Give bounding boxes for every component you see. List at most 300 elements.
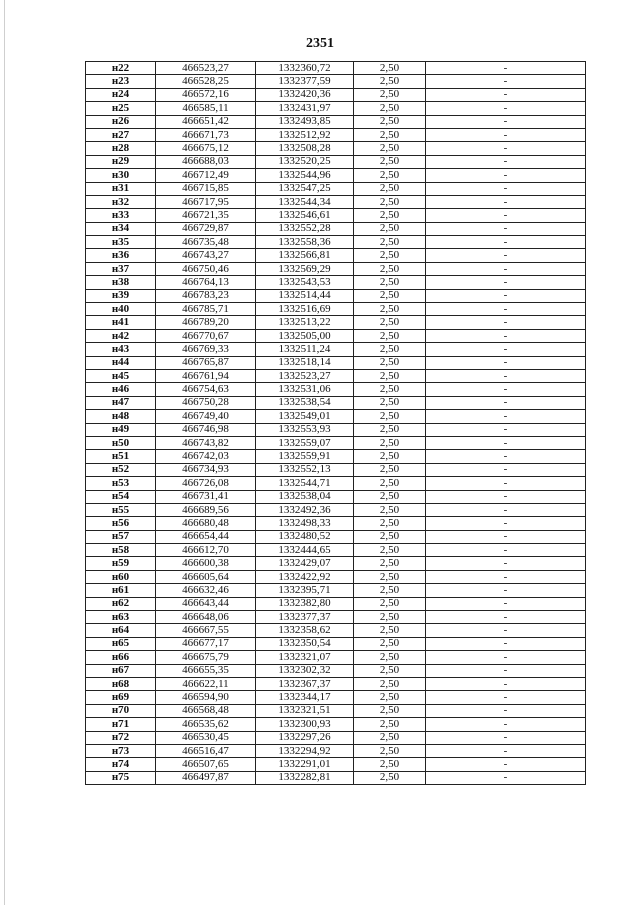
accuracy-cell: 2,50 xyxy=(354,195,426,208)
x-coordinate-cell: 466516,47 xyxy=(156,744,256,757)
y-coordinate-cell: 1332544,71 xyxy=(256,477,354,490)
x-coordinate-cell: 466712,49 xyxy=(156,169,256,182)
x-coordinate-cell: 466632,46 xyxy=(156,584,256,597)
point-id-cell: н41 xyxy=(86,316,156,329)
x-coordinate-cell: 466612,70 xyxy=(156,544,256,557)
y-coordinate-cell: 1332294,92 xyxy=(256,744,354,757)
x-coordinate-cell: 466523,27 xyxy=(156,62,256,75)
point-id-cell: н61 xyxy=(86,584,156,597)
point-id-cell: н44 xyxy=(86,356,156,369)
y-coordinate-cell: 1332511,24 xyxy=(256,343,354,356)
table-row xyxy=(86,62,586,75)
y-coordinate-cell: 1332552,28 xyxy=(256,222,354,235)
x-coordinate-cell: 466680,48 xyxy=(156,517,256,530)
x-coordinate-cell: 466677,17 xyxy=(156,637,256,650)
table-row xyxy=(86,651,586,664)
point-id-cell: н43 xyxy=(86,343,156,356)
table-row xyxy=(86,75,586,88)
y-coordinate-cell: 1332493,85 xyxy=(256,115,354,128)
y-coordinate-cell: 1332492,36 xyxy=(256,503,354,516)
x-coordinate-cell: 466726,08 xyxy=(156,477,256,490)
y-coordinate-cell: 1332558,36 xyxy=(256,236,354,249)
description-cell: - xyxy=(426,744,586,757)
y-coordinate-cell: 1332321,51 xyxy=(256,704,354,717)
table-row xyxy=(86,611,586,624)
y-coordinate-cell: 1332358,62 xyxy=(256,624,354,637)
point-id-cell: н71 xyxy=(86,718,156,731)
table-row xyxy=(86,222,586,235)
description-cell: - xyxy=(426,128,586,141)
description-cell: - xyxy=(426,637,586,650)
point-id-cell: н50 xyxy=(86,436,156,449)
description-cell: - xyxy=(426,396,586,409)
accuracy-cell: 2,50 xyxy=(354,62,426,75)
accuracy-cell: 2,50 xyxy=(354,557,426,570)
y-coordinate-cell: 1332344,17 xyxy=(256,691,354,704)
point-id-cell: н26 xyxy=(86,115,156,128)
point-id-cell: н37 xyxy=(86,262,156,275)
table-row xyxy=(86,410,586,423)
table-row xyxy=(86,303,586,316)
description-cell: - xyxy=(426,450,586,463)
table-row xyxy=(86,436,586,449)
x-coordinate-cell: 466655,35 xyxy=(156,664,256,677)
x-coordinate-cell: 466770,67 xyxy=(156,329,256,342)
x-coordinate-cell: 466764,13 xyxy=(156,276,256,289)
description-cell: - xyxy=(426,209,586,222)
point-id-cell: н60 xyxy=(86,570,156,583)
coordinates-table-body xyxy=(86,62,586,785)
point-id-cell: н52 xyxy=(86,463,156,476)
table-row xyxy=(86,128,586,141)
accuracy-cell: 2,50 xyxy=(354,102,426,115)
x-coordinate-cell: 466688,03 xyxy=(156,155,256,168)
point-id-cell: н40 xyxy=(86,303,156,316)
table-row xyxy=(86,236,586,249)
y-coordinate-cell: 1332523,27 xyxy=(256,369,354,382)
accuracy-cell: 2,50 xyxy=(354,115,426,128)
x-coordinate-cell: 466535,62 xyxy=(156,718,256,731)
description-cell: - xyxy=(426,570,586,583)
description-cell: - xyxy=(426,423,586,436)
description-cell: - xyxy=(426,557,586,570)
x-coordinate-cell: 466671,73 xyxy=(156,128,256,141)
x-coordinate-cell: 466729,87 xyxy=(156,222,256,235)
description-cell: - xyxy=(426,463,586,476)
accuracy-cell: 2,50 xyxy=(354,128,426,141)
accuracy-cell: 2,50 xyxy=(354,383,426,396)
table-row xyxy=(86,343,586,356)
point-id-cell: н63 xyxy=(86,611,156,624)
x-coordinate-cell: 466749,40 xyxy=(156,410,256,423)
description-cell: - xyxy=(426,758,586,771)
table-row xyxy=(86,557,586,570)
table-row xyxy=(86,744,586,757)
accuracy-cell: 2,50 xyxy=(354,530,426,543)
accuracy-cell: 2,50 xyxy=(354,236,426,249)
point-id-cell: н75 xyxy=(86,771,156,784)
accuracy-cell: 2,50 xyxy=(354,651,426,664)
point-id-cell: н24 xyxy=(86,88,156,101)
x-coordinate-cell: 466689,56 xyxy=(156,503,256,516)
table-row xyxy=(86,530,586,543)
table-row xyxy=(86,289,586,302)
x-coordinate-cell: 466675,79 xyxy=(156,651,256,664)
table-row xyxy=(86,570,586,583)
x-coordinate-cell: 466754,63 xyxy=(156,383,256,396)
description-cell: - xyxy=(426,169,586,182)
description-cell: - xyxy=(426,236,586,249)
accuracy-cell: 2,50 xyxy=(354,758,426,771)
description-cell: - xyxy=(426,490,586,503)
table-row xyxy=(86,477,586,490)
accuracy-cell: 2,50 xyxy=(354,584,426,597)
x-coordinate-cell: 466783,23 xyxy=(156,289,256,302)
accuracy-cell: 2,50 xyxy=(354,182,426,195)
point-id-cell: н30 xyxy=(86,169,156,182)
x-coordinate-cell: 466734,93 xyxy=(156,463,256,476)
table-row xyxy=(86,517,586,530)
y-coordinate-cell: 1332531,06 xyxy=(256,383,354,396)
y-coordinate-cell: 1332429,07 xyxy=(256,557,354,570)
accuracy-cell: 2,50 xyxy=(354,423,426,436)
accuracy-cell: 2,50 xyxy=(354,316,426,329)
description-cell: - xyxy=(426,677,586,690)
y-coordinate-cell: 1332538,04 xyxy=(256,490,354,503)
x-coordinate-cell: 466750,28 xyxy=(156,396,256,409)
accuracy-cell: 2,50 xyxy=(354,155,426,168)
point-id-cell: н36 xyxy=(86,249,156,262)
accuracy-cell: 2,50 xyxy=(354,169,426,182)
y-coordinate-cell: 1332377,59 xyxy=(256,75,354,88)
description-cell: - xyxy=(426,664,586,677)
x-coordinate-cell: 466605,64 xyxy=(156,570,256,583)
y-coordinate-cell: 1332512,92 xyxy=(256,128,354,141)
x-coordinate-cell: 466731,41 xyxy=(156,490,256,503)
description-cell: - xyxy=(426,102,586,115)
y-coordinate-cell: 1332297,26 xyxy=(256,731,354,744)
accuracy-cell: 2,50 xyxy=(354,209,426,222)
accuracy-cell: 2,50 xyxy=(354,503,426,516)
x-coordinate-cell: 466667,55 xyxy=(156,624,256,637)
y-coordinate-cell: 1332543,53 xyxy=(256,276,354,289)
description-cell: - xyxy=(426,704,586,717)
table-row xyxy=(86,704,586,717)
description-cell: - xyxy=(426,276,586,289)
description-cell: - xyxy=(426,410,586,423)
y-coordinate-cell: 1332546,61 xyxy=(256,209,354,222)
x-coordinate-cell: 466654,44 xyxy=(156,530,256,543)
accuracy-cell: 2,50 xyxy=(354,664,426,677)
x-coordinate-cell: 466742,03 xyxy=(156,450,256,463)
description-cell: - xyxy=(426,182,586,195)
accuracy-cell: 2,50 xyxy=(354,611,426,624)
description-cell: - xyxy=(426,115,586,128)
point-id-cell: н48 xyxy=(86,410,156,423)
point-id-cell: н59 xyxy=(86,557,156,570)
x-coordinate-cell: 466715,85 xyxy=(156,182,256,195)
x-coordinate-cell: 466594,90 xyxy=(156,691,256,704)
table-row xyxy=(86,450,586,463)
description-cell: - xyxy=(426,316,586,329)
x-coordinate-cell: 466769,33 xyxy=(156,343,256,356)
x-coordinate-cell: 466750,46 xyxy=(156,262,256,275)
y-coordinate-cell: 1332538,54 xyxy=(256,396,354,409)
table-row xyxy=(86,356,586,369)
description-cell: - xyxy=(426,530,586,543)
accuracy-cell: 2,50 xyxy=(354,436,426,449)
y-coordinate-cell: 1332291,01 xyxy=(256,758,354,771)
table-row xyxy=(86,102,586,115)
description-cell: - xyxy=(426,155,586,168)
y-coordinate-cell: 1332498,33 xyxy=(256,517,354,530)
x-coordinate-cell: 466765,87 xyxy=(156,356,256,369)
y-coordinate-cell: 1332360,72 xyxy=(256,62,354,75)
point-id-cell: н25 xyxy=(86,102,156,115)
x-coordinate-cell: 466721,35 xyxy=(156,209,256,222)
description-cell: - xyxy=(426,343,586,356)
y-coordinate-cell: 1332508,28 xyxy=(256,142,354,155)
description-cell: - xyxy=(426,329,586,342)
point-id-cell: н32 xyxy=(86,195,156,208)
description-cell: - xyxy=(426,356,586,369)
scan-edge-line xyxy=(4,0,5,905)
y-coordinate-cell: 1332516,69 xyxy=(256,303,354,316)
point-id-cell: н31 xyxy=(86,182,156,195)
y-coordinate-cell: 1332382,80 xyxy=(256,597,354,610)
y-coordinate-cell: 1332547,25 xyxy=(256,182,354,195)
description-cell: - xyxy=(426,477,586,490)
table-row xyxy=(86,423,586,436)
accuracy-cell: 2,50 xyxy=(354,744,426,757)
x-coordinate-cell: 466572,16 xyxy=(156,88,256,101)
x-coordinate-cell: 466651,42 xyxy=(156,115,256,128)
accuracy-cell: 2,50 xyxy=(354,718,426,731)
accuracy-cell: 2,50 xyxy=(354,88,426,101)
accuracy-cell: 2,50 xyxy=(354,289,426,302)
description-cell: - xyxy=(426,731,586,744)
description-cell: - xyxy=(426,62,586,75)
point-id-cell: н46 xyxy=(86,383,156,396)
description-cell: - xyxy=(426,691,586,704)
y-coordinate-cell: 1332559,91 xyxy=(256,450,354,463)
x-coordinate-cell: 466789,20 xyxy=(156,316,256,329)
point-id-cell: н29 xyxy=(86,155,156,168)
y-coordinate-cell: 1332420,36 xyxy=(256,88,354,101)
point-id-cell: н74 xyxy=(86,758,156,771)
description-cell: - xyxy=(426,303,586,316)
y-coordinate-cell: 1332544,96 xyxy=(256,169,354,182)
x-coordinate-cell: 466743,27 xyxy=(156,249,256,262)
point-id-cell: н45 xyxy=(86,369,156,382)
point-id-cell: н65 xyxy=(86,637,156,650)
y-coordinate-cell: 1332395,71 xyxy=(256,584,354,597)
accuracy-cell: 2,50 xyxy=(354,771,426,784)
point-id-cell: н39 xyxy=(86,289,156,302)
x-coordinate-cell: 466643,44 xyxy=(156,597,256,610)
point-id-cell: н49 xyxy=(86,423,156,436)
point-id-cell: н69 xyxy=(86,691,156,704)
point-id-cell: н22 xyxy=(86,62,156,75)
table-row xyxy=(86,115,586,128)
table-row xyxy=(86,664,586,677)
x-coordinate-cell: 466761,94 xyxy=(156,369,256,382)
description-cell: - xyxy=(426,383,586,396)
table-row xyxy=(86,316,586,329)
y-coordinate-cell: 1332300,93 xyxy=(256,718,354,731)
description-cell: - xyxy=(426,88,586,101)
accuracy-cell: 2,50 xyxy=(354,450,426,463)
y-coordinate-cell: 1332505,00 xyxy=(256,329,354,342)
table-row xyxy=(86,329,586,342)
accuracy-cell: 2,50 xyxy=(354,517,426,530)
x-coordinate-cell: 466600,38 xyxy=(156,557,256,570)
x-coordinate-cell: 466717,95 xyxy=(156,195,256,208)
point-id-cell: н47 xyxy=(86,396,156,409)
y-coordinate-cell: 1332559,07 xyxy=(256,436,354,449)
y-coordinate-cell: 1332444,65 xyxy=(256,544,354,557)
y-coordinate-cell: 1332514,44 xyxy=(256,289,354,302)
y-coordinate-cell: 1332518,14 xyxy=(256,356,354,369)
accuracy-cell: 2,50 xyxy=(354,463,426,476)
point-id-cell: н57 xyxy=(86,530,156,543)
description-cell: - xyxy=(426,771,586,784)
table-row xyxy=(86,88,586,101)
description-cell: - xyxy=(426,611,586,624)
accuracy-cell: 2,50 xyxy=(354,570,426,583)
description-cell: - xyxy=(426,142,586,155)
accuracy-cell: 2,50 xyxy=(354,343,426,356)
x-coordinate-cell: 466735,48 xyxy=(156,236,256,249)
description-cell: - xyxy=(426,369,586,382)
table-row xyxy=(86,597,586,610)
point-id-cell: н35 xyxy=(86,236,156,249)
point-id-cell: н73 xyxy=(86,744,156,757)
x-coordinate-cell: 466675,12 xyxy=(156,142,256,155)
point-id-cell: н27 xyxy=(86,128,156,141)
table-row xyxy=(86,637,586,650)
point-id-cell: н34 xyxy=(86,222,156,235)
description-cell: - xyxy=(426,195,586,208)
accuracy-cell: 2,50 xyxy=(354,731,426,744)
x-coordinate-cell: 466746,98 xyxy=(156,423,256,436)
point-id-cell: н23 xyxy=(86,75,156,88)
accuracy-cell: 2,50 xyxy=(354,396,426,409)
y-coordinate-cell: 1332566,81 xyxy=(256,249,354,262)
point-id-cell: н56 xyxy=(86,517,156,530)
y-coordinate-cell: 1332350,54 xyxy=(256,637,354,650)
table-row xyxy=(86,396,586,409)
point-id-cell: н72 xyxy=(86,731,156,744)
table-row xyxy=(86,195,586,208)
accuracy-cell: 2,50 xyxy=(354,597,426,610)
table-row xyxy=(86,677,586,690)
description-cell: - xyxy=(426,289,586,302)
x-coordinate-cell: 466622,11 xyxy=(156,677,256,690)
accuracy-cell: 2,50 xyxy=(354,477,426,490)
y-coordinate-cell: 1332480,52 xyxy=(256,530,354,543)
x-coordinate-cell: 466743,82 xyxy=(156,436,256,449)
table-row xyxy=(86,731,586,744)
table-row xyxy=(86,182,586,195)
point-id-cell: н33 xyxy=(86,209,156,222)
accuracy-cell: 2,50 xyxy=(354,544,426,557)
page-number: 2351 xyxy=(306,36,334,51)
x-coordinate-cell: 466785,71 xyxy=(156,303,256,316)
x-coordinate-cell: 466568,48 xyxy=(156,704,256,717)
accuracy-cell: 2,50 xyxy=(354,490,426,503)
y-coordinate-cell: 1332513,22 xyxy=(256,316,354,329)
accuracy-cell: 2,50 xyxy=(354,637,426,650)
accuracy-cell: 2,50 xyxy=(354,356,426,369)
accuracy-cell: 2,50 xyxy=(354,142,426,155)
table-row xyxy=(86,771,586,784)
description-cell: - xyxy=(426,584,586,597)
accuracy-cell: 2,50 xyxy=(354,410,426,423)
y-coordinate-cell: 1332431,97 xyxy=(256,102,354,115)
y-coordinate-cell: 1332367,37 xyxy=(256,677,354,690)
description-cell: - xyxy=(426,624,586,637)
table-row xyxy=(86,463,586,476)
accuracy-cell: 2,50 xyxy=(354,303,426,316)
table-row xyxy=(86,544,586,557)
x-coordinate-cell: 466530,45 xyxy=(156,731,256,744)
point-id-cell: н28 xyxy=(86,142,156,155)
description-cell: - xyxy=(426,436,586,449)
x-coordinate-cell: 466528,25 xyxy=(156,75,256,88)
y-coordinate-cell: 1332302,32 xyxy=(256,664,354,677)
point-id-cell: н38 xyxy=(86,276,156,289)
table-row xyxy=(86,758,586,771)
description-cell: - xyxy=(426,262,586,275)
y-coordinate-cell: 1332377,37 xyxy=(256,611,354,624)
point-id-cell: н68 xyxy=(86,677,156,690)
description-cell: - xyxy=(426,597,586,610)
accuracy-cell: 2,50 xyxy=(354,677,426,690)
point-id-cell: н66 xyxy=(86,651,156,664)
table-row xyxy=(86,276,586,289)
y-coordinate-cell: 1332569,29 xyxy=(256,262,354,275)
coordinates-table xyxy=(85,61,586,785)
table-row xyxy=(86,169,586,182)
accuracy-cell: 2,50 xyxy=(354,691,426,704)
table-row xyxy=(86,249,586,262)
x-coordinate-cell: 466507,65 xyxy=(156,758,256,771)
description-cell: - xyxy=(426,651,586,664)
y-coordinate-cell: 1332544,34 xyxy=(256,195,354,208)
point-id-cell: н64 xyxy=(86,624,156,637)
accuracy-cell: 2,50 xyxy=(354,369,426,382)
point-id-cell: н53 xyxy=(86,477,156,490)
y-coordinate-cell: 1332321,07 xyxy=(256,651,354,664)
accuracy-cell: 2,50 xyxy=(354,704,426,717)
x-coordinate-cell: 466648,06 xyxy=(156,611,256,624)
accuracy-cell: 2,50 xyxy=(354,262,426,275)
point-id-cell: н55 xyxy=(86,503,156,516)
table-row xyxy=(86,262,586,275)
description-cell: - xyxy=(426,718,586,731)
accuracy-cell: 2,50 xyxy=(354,624,426,637)
table-row xyxy=(86,155,586,168)
point-id-cell: н58 xyxy=(86,544,156,557)
table-row xyxy=(86,490,586,503)
y-coordinate-cell: 1332282,81 xyxy=(256,771,354,784)
accuracy-cell: 2,50 xyxy=(354,276,426,289)
table-row xyxy=(86,624,586,637)
accuracy-cell: 2,50 xyxy=(354,222,426,235)
table-row xyxy=(86,142,586,155)
table-row xyxy=(86,369,586,382)
